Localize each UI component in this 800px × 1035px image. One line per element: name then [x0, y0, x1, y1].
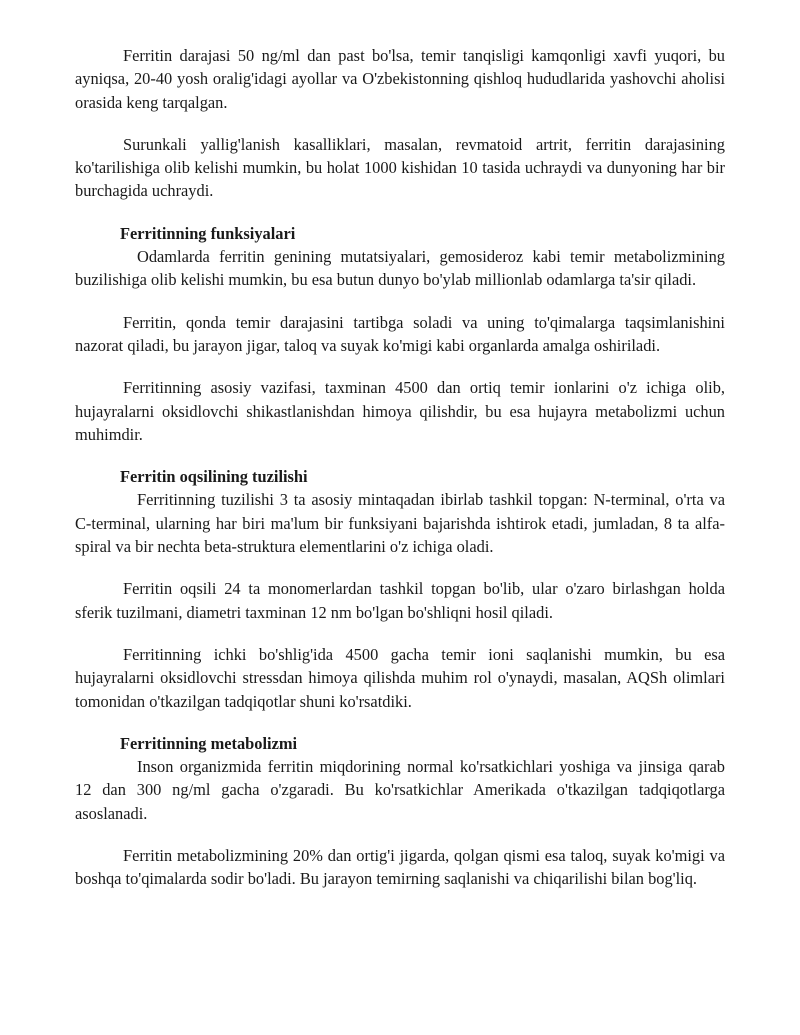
paragraph-liver-metabolism: Ferritin metabolizmining 20% dan ortig'i jigarda, qolgan qismi esa taloq, suyak ko'migi va boshqa to'qimalarda sodir bo'ladi. Bu jarayon temirning saqlanishi va chiqarilishi bilan bog'liq. — [75, 846, 725, 889]
section-functions — [75, 222, 725, 446]
paragraph-chronic-inflammation: Surunkali yallig'lanish kasalliklari, masalan, revmatoid artrit, ferritin darajasining ko'tarilishiga olib kelishi mumkin, bu holat 1000 kishidan 10 tasida uchraydi va dunyoning har bir burchagida uchraydi. — [75, 134, 725, 201]
section-heading-metabolism: Ferritinning metabolizmi — [120, 733, 298, 753]
paragraph-main-function: Ferritinning asosiy vazifasi, taxminan 4500 dan ortiq temir ionlarini o'z ichiga olib, hujayralarni oksidlovchi shikastlanishdan himoya qilishdir, bu esa hujayra metabolizmi uchun muhimdir. — [75, 378, 725, 444]
paragraph-ferritin-deficiency: Ferritin darajasi 50 ng/ml dan past bo'lsa, temir tanqisligi kamqonligi xavfi yuqori, bu ayniqsa, 20-40 yosh oralig'idagi ayollar va O'zbekistonning qishloq hududlarida yashovchi aholisi orasida keng tarqalgan. — [75, 46, 725, 112]
paragraph-monomers: Ferritin oqsili 24 ta monomerlardan tashkil topgan bo'lib, ular o'zaro birlashgan holda sferik tuzilmani, diametri taxminan 12 nm bo'lgan bo'shliqni hosil qiladi. — [75, 579, 725, 622]
section-metabolism — [75, 732, 725, 891]
section-heading-functions: Ferritinning funksiyalari — [120, 223, 296, 243]
paragraph-iron-regulation: Ferritin, qonda temir darajasini tartibga soladi va uning to'qimalarga taqsimlanishini nazorat qiladi, bu jarayon jigar, taloq va suyak ko'migi kabi organlarda amalga oshiriladi. — [75, 312, 725, 355]
paragraph-gene-mutations: Odamlarda ferritin genining mutatsiyalari, gemosideroz kabi temir metabolizmining buzilishiga olib kelishi mumkin, bu esa butun dunyo bo'ylab millionlab odamlarga ta'sir qiladi. — [75, 247, 725, 290]
paragraph-structure-regions: Ferritinning tuzilishi 3 ta asosiy mintaqadan ibirlab tashkil topgan: N-terminal, o'rta va C-terminal, ularning har biri ma'lum bir funksiyani bajarishda ishtirok etadi, jumladan, 8 ta alfa-spiral va bir nechta beta-struktura elementlarini o'z ichiga oladi. — [75, 490, 725, 557]
paragraph-inner-cavity: Ferritinning ichki bo'shlig'ida 4500 gacha temir ioni saqlanishi mumkin, bu esa hujayralarni oksidlovchi stressdan himoya qilishda muhim rol o'ynaydi, masalan, AQSh olimlari tomonidan o'tkazilgan tadqiqotlar shuni ko'rsatdiki. — [75, 644, 725, 711]
section-heading-structure: Ferritin oqsilining tuzilishi — [120, 467, 308, 487]
section-structure — [75, 465, 725, 713]
document-page — [75, 44, 725, 910]
paragraph-normal-levels: Inson organizmida ferritin miqdorining normal ko'rsatkichlari yoshiga va jinsiga qarab 12 dan 300 ng/ml gacha o'zgaradi. Bu ko'rsatkichlar Amerikada o'tkazilgan tadqiqotlarga asoslanadi. — [75, 757, 725, 823]
